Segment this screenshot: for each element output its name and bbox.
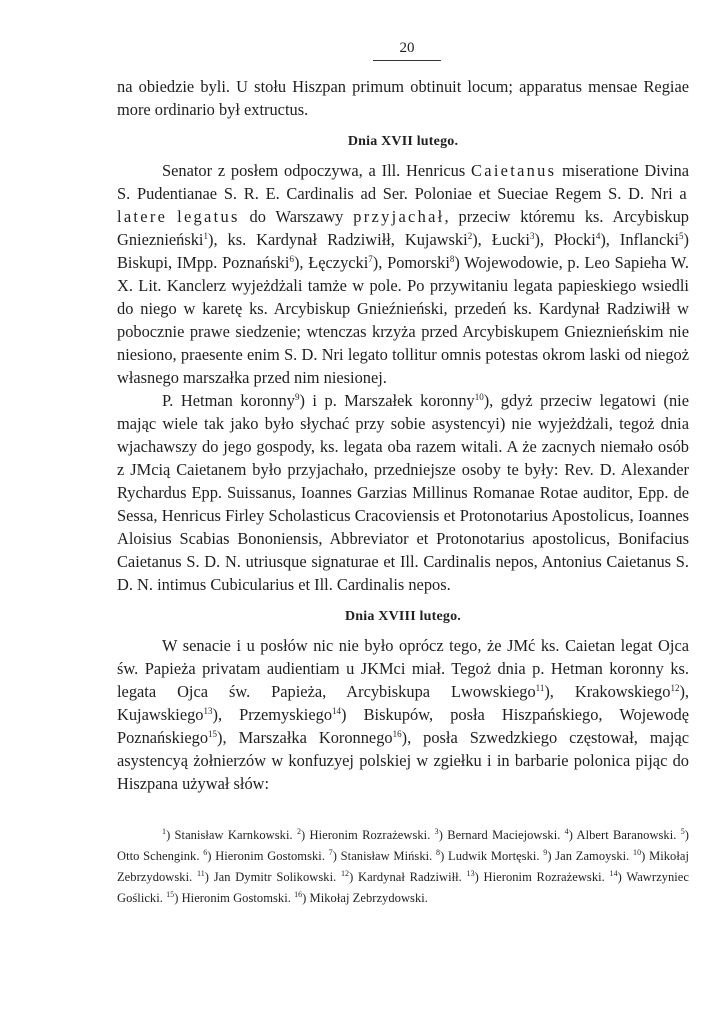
footnote-text: ) Mikołaj Zebrzydowski.	[302, 891, 428, 905]
footnote-text: ) Albert Baranowski.	[568, 828, 681, 842]
footnote-number: 11	[196, 869, 205, 878]
footnotes	[117, 825, 689, 909]
footnote-number: 2	[296, 827, 302, 836]
footnote-ref: 2	[467, 231, 473, 241]
footnote-ref: 6	[289, 254, 294, 264]
emphasis-a-latere: a latere	[117, 184, 689, 226]
footnote-text: ) Stanisław Miński.	[332, 849, 437, 863]
footnote-text: ) Jan Dymitr Solikowski.	[204, 870, 341, 884]
paragraph-senator: Senator z posłem odpoczywa, a Ill. Henricus Caietanus miseratione Divina S. Pudentianae S. R. E. Cardinalis ad Ser. Poloniae et Sueciae Regem S. D. Nri a latere legatus do Warszawy przyjachał, przeciw któremu ks. Arcybiskup Gnieznieński$^1$), ks. Kardynał Radziwiłł, Kujawski$^2$), Łucki$^3$), Płocki$^4$), Inflancki$^5$) Biskupi, IMpp. Poznański$^6$), Łęczycki$^7$), Pomorski$^8$) Wojewodowie, p. Leo Sapieha W. X. Lit. Kanclerz wyjeżdżali tamże w pole. Po przywitaniu legata papieskiego wsiedli do niego w karetę ks. Arcybiskup Gnieźnieński, przedeń ks. Kardynał Radziwiłł w pobocznie prawe siedzenie; wtenczas krzyża przed Arcybiskupem Gnieznieńskim nie niesiono, praesente enim S. D. Nri legato tollitur omnis potestas okrom laski od niegoż własnego marszałka przed nim niesionej.	[117, 161, 689, 387]
footnote-text: ) Stanisław Karnkowski.	[166, 828, 297, 842]
footnote-number: 16	[294, 890, 303, 899]
footnote-number: 14	[609, 869, 618, 878]
footnote-number: 7	[328, 848, 333, 857]
footnote-number: 1	[162, 827, 167, 836]
footnote-number: 9	[543, 848, 548, 857]
footnote-ref: 8	[449, 254, 455, 264]
footnote-text: ) Ludwik Mortęski.	[440, 849, 544, 863]
footnote-ref: 14	[332, 706, 342, 716]
footnote-text: ) Hieronim Gostomski.	[207, 849, 329, 863]
footnote-ref: 5	[679, 231, 684, 241]
footnote-number: 10	[633, 848, 642, 857]
date-heading-feb-18: Dnia XVIII lutego.	[344, 609, 461, 624]
footnote-number: 12	[340, 869, 350, 878]
footnote-number: 15	[166, 890, 175, 899]
footnote-number: 8	[436, 848, 441, 857]
footnote-ref: 1	[203, 231, 208, 241]
footnote-ref: 15	[208, 729, 218, 739]
footnote-text: ) Hieronim Rozrażewski.	[301, 828, 435, 842]
footnote-ref: 4	[595, 231, 601, 241]
document-page	[117, 38, 689, 909]
footnote-number: 5	[680, 827, 685, 836]
footnote-text: ) Kardynał Radziwiłł.	[349, 870, 467, 884]
footnote-text: ) Jan Zamoyski.	[547, 849, 634, 863]
paragraph-senate: W senacie i u posłów nic nie było oprócz tego, że JMć ks. Caietan legat Ojca św. Papieża privatam audientiam u JKMci miał. Tegoż dnia p. Hetman koronny ks. legata Ojca św. Papieża, Arcybiskupa Lwowskiego$^{11}$), Krakowskiego$^{12}$), Kujawskiego$^{13}$), Przemyskiego$^{14}$) Biskupów, posła Hiszpańskiego, Wojewodę Poznańskiego$^{15}$), Marszałka Koronnego$^{16}$), posła Szwedzkiego częstował, mając asystencyą żołnierzów w konfuzyej polskiej w zgiełku i in barbarie polonica pijąc do Hiszpana używał słów:	[117, 636, 690, 793]
footnote-text: ) Hieronim Rozrażewski.	[474, 870, 610, 884]
footnote-text: ) Wawrzyniec Goślicki.	[117, 870, 689, 905]
paragraph-continuation: na obiedzie byli. U stołu Hiszpan primum obtinuit locum; apparatus mensae Regiae more ordinario był extructus.	[117, 77, 689, 119]
footnote-text: ) Bernard Maciejowski.	[438, 828, 565, 842]
footnote-ref: 7	[368, 254, 373, 264]
footnote-number: 6	[203, 848, 208, 857]
footnote-ref: 9	[294, 392, 300, 402]
emphasis-przyjachal: przyjachał	[353, 207, 445, 226]
paragraph-hetman: P. Hetman koronny$^9$) i p. Marszałek koronny$^{10}$), gdyż przeciw legatowi (nie mając wiele tak jako było słychać przy sobie asystencyi) nie wyjeżdżali, tegoż dnia wjachawszy do jego gospody, ks. legata oba razem witali. A że zacnych niemało osób z JMcią Caietanem było przyjachało, przedniejsze osoby te były: Rev. D. Alexander Rychardus Epp. Suissanus, Ioannes Garzias Millinus Romanae Rotae auditor, Epp. de Sessa, Henricus Firley Scholasticus Cracoviensis et Protonotarius Apostolicus, Ioannes Aloisius Scabias Bononiensis, Abbreviator et Protonotarius apostolicus, Bonifacius Caietanus S. D. N. utriusque signaturae et Ill. Cardinalis nepos, Antonius Caietanus S. D. N. intimus Cubicularius et Ill. Cardinalis nepos.	[117, 391, 689, 594]
footnote-number: 3	[434, 827, 439, 836]
footnote-ref: 3	[529, 231, 535, 241]
page-number: 20	[399, 40, 415, 56]
footnote-ref: 12	[670, 683, 680, 693]
emphasis-caietanus: Caietanus	[471, 161, 557, 180]
footnote-ref: 11	[535, 683, 545, 693]
date-heading-feb-17: Dnia XVII lutego.	[347, 134, 459, 149]
footnote-number: 13	[466, 869, 475, 878]
footnote-ref: 13	[203, 706, 213, 716]
footnote-ref: 10	[474, 392, 484, 402]
footnote-text: ) Mikołaj Zebrzydowski.	[117, 849, 689, 884]
page-number-rule	[373, 60, 441, 61]
footnote-number: 4	[564, 827, 569, 836]
footnote-ref: 16	[392, 729, 402, 739]
footnote-text: ) Otto Schengink.	[117, 828, 689, 863]
emphasis-legatus: legatus	[177, 207, 240, 226]
footnote-text: ) Hieronim Gostomski.	[174, 891, 295, 905]
